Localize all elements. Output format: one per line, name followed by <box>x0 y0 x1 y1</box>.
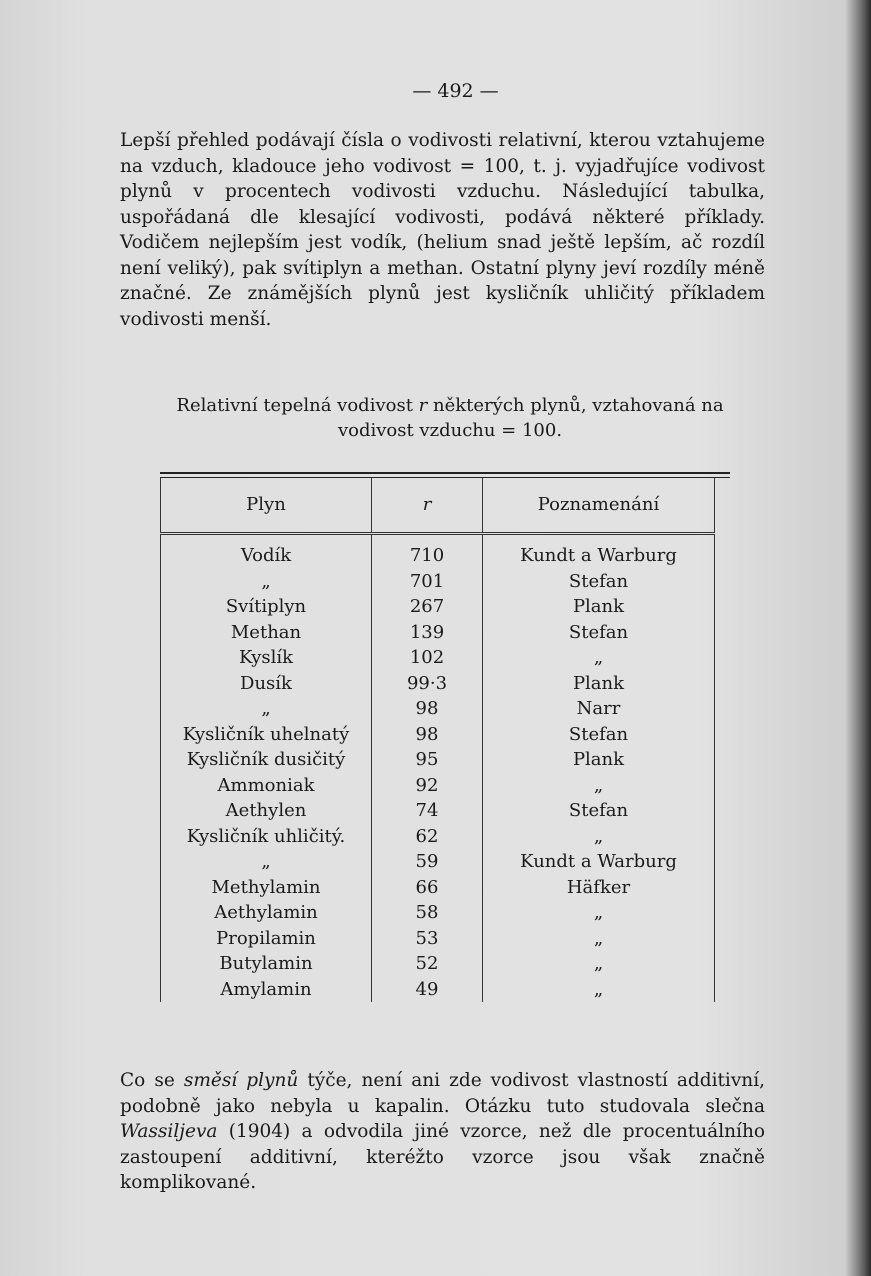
gas-cell: Methylamin <box>161 875 372 901</box>
r-value-cell: 95 <box>372 747 483 773</box>
intro-paragraph: Lepší přehled podávají čísla o vodivosti relativní, kterou vztahujeme na vzduch, kladouce jeho vodivost = 100, t. j. vyjadřujíce vodivost plynů v procentech vodivosti vzduchu. Následující tabulka, uspořádaná dle klesající vodivosti, podává některé příklady. Vodičem nejlepším jest vodík, (helium snad ještě lepším, ač rozdíl není veliký), pak svítiplyn a methan. Ostatní plyny jeví rozdíly méně značné. Ze známějších plynů jest kysličník uhličitý příkladem vodivosti menší. <box>120 130 765 330</box>
table-row <box>161 926 715 952</box>
table-row <box>161 569 715 595</box>
text: týče, není ani zde vodivost vlastností additivní, podobně jako nebyla u kapalin. Otázku tuto studovala slečna <box>120 1070 765 1117</box>
page-number: — 492 — <box>412 80 499 102</box>
remark-cell: „ <box>483 951 715 977</box>
caption-after: některých plynů, vztahovaná na vodivost vzduchu = 100. <box>337 395 724 441</box>
table-row <box>161 977 715 1003</box>
r-value-cell: 102 <box>372 645 483 671</box>
table-header-row <box>161 478 715 534</box>
header-remarks: Poznamenání <box>483 478 715 534</box>
header-gas: Plyn <box>161 478 372 534</box>
table-row <box>161 534 715 569</box>
gas-cell: Ammoniak <box>161 773 372 799</box>
table-row <box>161 875 715 901</box>
gas-cell: Aethylen <box>161 798 372 824</box>
gas-cell: Butylamin <box>161 951 372 977</box>
gas-cell: Kysličník dusičitý <box>161 747 372 773</box>
remark-cell: „ <box>483 824 715 850</box>
table-caption <box>140 393 760 443</box>
gas-cell: Kysličník uhelnatý <box>161 722 372 748</box>
gas-cell: Dusík <box>161 671 372 697</box>
gas-cell: Propilamin <box>161 926 372 952</box>
remark-cell: Stefan <box>483 722 715 748</box>
caption-symbol: r <box>418 395 428 416</box>
gas-cell: Vodík <box>161 534 372 569</box>
gas-cell: Aethylamin <box>161 900 372 926</box>
remark-cell: Kundt a Warburg <box>483 534 715 569</box>
emphasis: směsí plynů <box>183 1070 299 1091</box>
table-row <box>161 951 715 977</box>
text: Co se <box>120 1070 184 1091</box>
r-value-cell: 49 <box>372 977 483 1003</box>
r-value-cell: 53 <box>372 926 483 952</box>
r-value-cell: 52 <box>372 951 483 977</box>
r-value-cell: 66 <box>372 875 483 901</box>
gas-cell: Svítiplyn <box>161 594 372 620</box>
r-value-cell: 710 <box>372 534 483 569</box>
emphasis-name: Wassiljeva <box>120 1121 218 1142</box>
remark-cell: „ <box>483 773 715 799</box>
table-row <box>161 645 715 671</box>
gas-cell: „ <box>161 569 372 595</box>
table-row <box>161 747 715 773</box>
remark-cell: Plank <box>483 747 715 773</box>
table-row <box>161 773 715 799</box>
remark-cell: Stefan <box>483 620 715 646</box>
gas-cell: Kyslík <box>161 645 372 671</box>
r-value-cell: 98 <box>372 722 483 748</box>
r-value-cell: 92 <box>372 773 483 799</box>
r-value-cell: 267 <box>372 594 483 620</box>
remark-cell: Plank <box>483 594 715 620</box>
caption-before: Relativní tepelná vodivost <box>176 395 419 416</box>
remark-cell: „ <box>483 645 715 671</box>
r-value-cell: 701 <box>372 569 483 595</box>
conductivity-table <box>160 472 730 1002</box>
r-value-cell: 98 <box>372 696 483 722</box>
table-row <box>161 696 715 722</box>
remark-cell: Kundt a Warburg <box>483 849 715 875</box>
table-row <box>161 849 715 875</box>
table-row <box>161 798 715 824</box>
table-row <box>161 594 715 620</box>
remark-cell: Plank <box>483 671 715 697</box>
table-row <box>161 722 715 748</box>
table-row <box>161 824 715 850</box>
table-row <box>161 900 715 926</box>
gas-cell: Methan <box>161 620 372 646</box>
r-value-cell: 59 <box>372 849 483 875</box>
r-value-cell: 58 <box>372 900 483 926</box>
gas-cell: „ <box>161 696 372 722</box>
remark-cell: Häfker <box>483 875 715 901</box>
remark-cell: Stefan <box>483 569 715 595</box>
remark-cell: Stefan <box>483 798 715 824</box>
r-value-cell: 139 <box>372 620 483 646</box>
table-row <box>161 671 715 697</box>
closing-paragraph <box>120 1068 765 1196</box>
gas-cell: Kysličník uhličitý. <box>161 824 372 850</box>
table-row <box>161 620 715 646</box>
remark-cell: „ <box>483 926 715 952</box>
remark-cell: „ <box>483 900 715 926</box>
header-r: r <box>372 478 483 534</box>
gas-cell: Amylamin <box>161 977 372 1003</box>
r-value-cell: 62 <box>372 824 483 850</box>
text: (1904) a odvodila jiné vzorce, než dle procentuálního zastoupení additivní, kteréžto vzorce jsou však značně komplikované. <box>120 1121 765 1193</box>
remark-cell: „ <box>483 977 715 1003</box>
r-value-cell: 99·3 <box>372 671 483 697</box>
r-value-cell: 74 <box>372 798 483 824</box>
gas-cell: „ <box>161 849 372 875</box>
remark-cell: Narr <box>483 696 715 722</box>
